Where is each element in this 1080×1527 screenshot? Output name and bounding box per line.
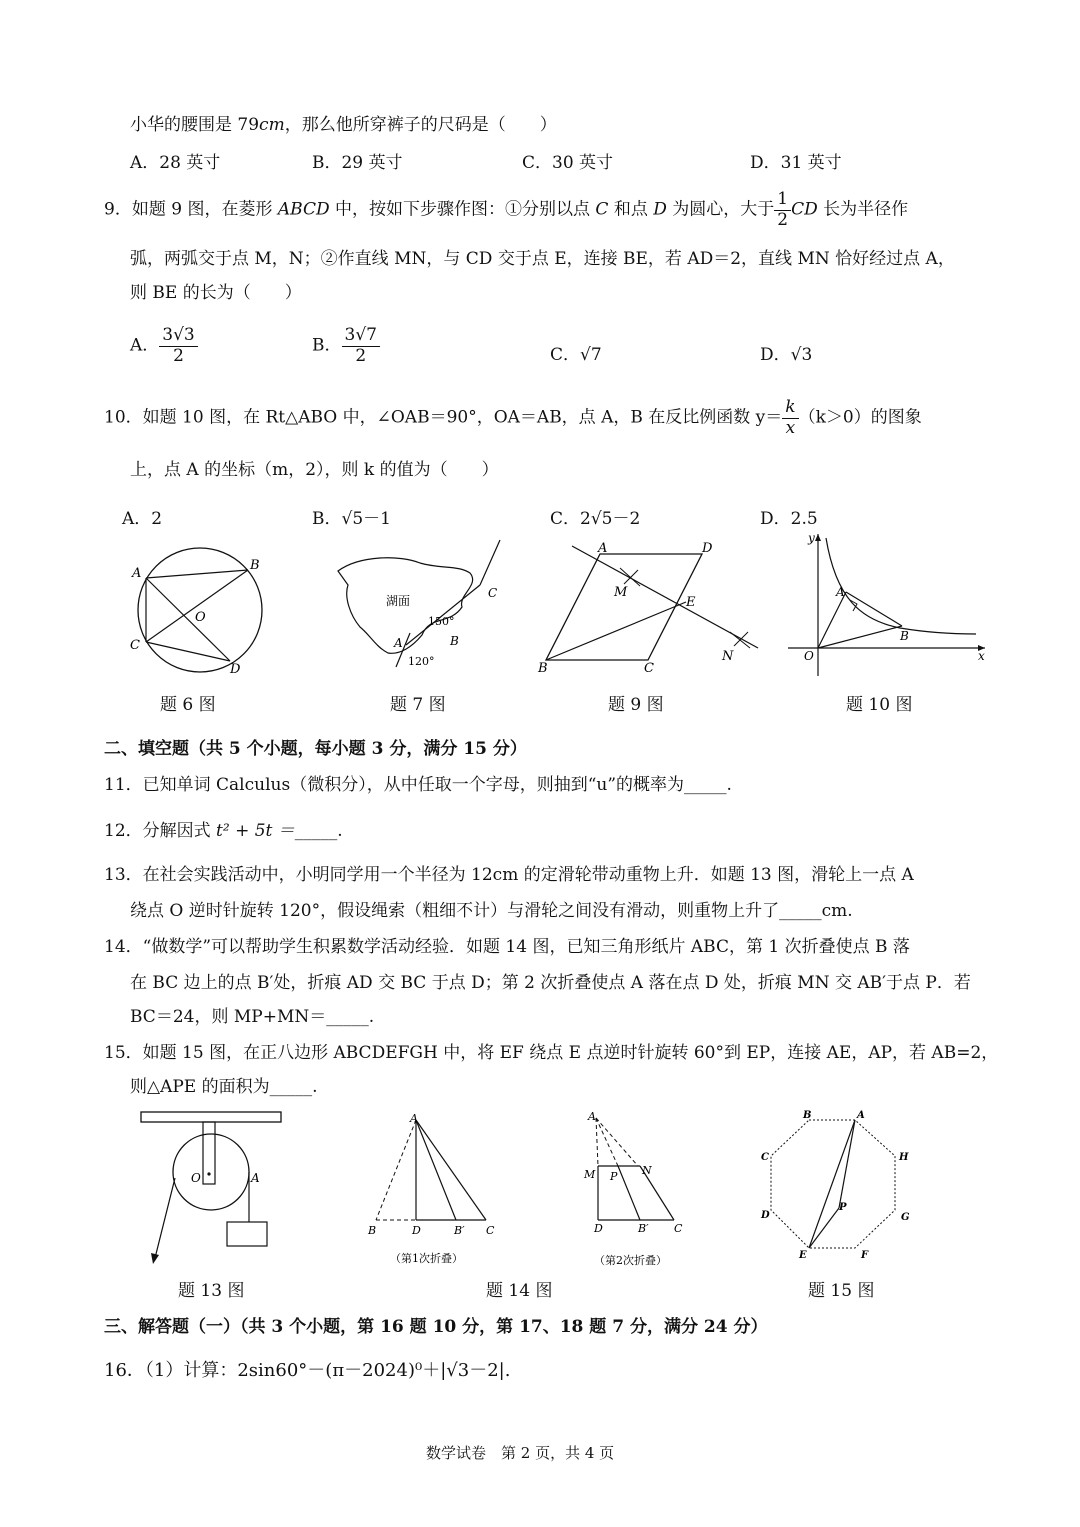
svg-text:H: H bbox=[899, 1152, 909, 1163]
svg-text:G: G bbox=[901, 1212, 910, 1223]
svg-text:C: C bbox=[644, 661, 654, 676]
svg-text:M: M bbox=[584, 1168, 596, 1181]
svg-text:x: x bbox=[978, 649, 985, 663]
q9-option-a: A． $\frac{3√3}{2}$ bbox=[130, 326, 198, 366]
q10-option-b: B．√5－1 bbox=[312, 509, 391, 529]
fig10-caption: 题 10 图 bbox=[846, 695, 913, 715]
fig15-octagon-diagram bbox=[755, 1108, 925, 1263]
svg-text:B: B bbox=[803, 1110, 812, 1121]
svg-text:D: D bbox=[594, 1222, 603, 1235]
svg-text:C: C bbox=[488, 586, 498, 600]
svg-text:（第1次折叠）: （第1次折叠） bbox=[390, 1252, 463, 1265]
q9-fraction: $\frac{1}{2}$ bbox=[774, 190, 791, 230]
q14-line2: 在 BC 边上的点 B′处，折痕 AD 交 BC 于点 D；第 2 次折叠使点 A 落在点 D 处，折痕 MN 交 AB′于点 P．若 bbox=[130, 973, 971, 993]
q9-line3: 则 BE 的长为（ ） bbox=[130, 283, 302, 303]
svg-text:湖面: 湖面 bbox=[386, 594, 411, 608]
svg-text:B: B bbox=[900, 629, 909, 643]
svg-text:B: B bbox=[450, 634, 459, 648]
svg-text:P: P bbox=[610, 1170, 618, 1183]
q8-option-b: B．29 英寸 bbox=[312, 153, 403, 173]
q8-option-d: D．31 英寸 bbox=[750, 153, 842, 173]
q10-option-c: C．2√5－2 bbox=[550, 509, 641, 529]
q10-line1: 10．如题 10 图，在 Rt△ABO 中，∠OAB＝90°，OA＝AB，点 A，B 在反比例函数 y＝ $\frac{k}{x}$ （k＞0）的图象 bbox=[104, 397, 922, 438]
svg-text:P: P bbox=[839, 1202, 847, 1213]
svg-text:y: y bbox=[808, 531, 815, 545]
q13-line2: 绕点 O 逆时针旋转 120°，假设绳索（粗细不计）与滑轮之间没有滑动，则重物上升了_____cm. bbox=[130, 901, 853, 921]
svg-text:F: F bbox=[861, 1250, 869, 1261]
fig7-lake-diagram bbox=[330, 535, 510, 675]
svg-text:C: C bbox=[761, 1152, 769, 1163]
svg-text:D: D bbox=[761, 1210, 770, 1221]
q9-option-c: C．√7 bbox=[550, 345, 602, 365]
svg-text:O: O bbox=[195, 610, 206, 625]
q15-line1: 15．如题 15 图，在正八边形 ABCDEFGH 中，将 EF 绕点 E 点逆时针旋转 60°到 EP，连接 AE，AP，若 AB=2， bbox=[104, 1043, 999, 1063]
q14-line1: 14．“做数学”可以帮助学生积累数学活动经验．如题 14 图，已知三角形纸片 ABC，第 1 次折叠使点 B 落 bbox=[104, 937, 910, 957]
q9-line2: 弧，两弧交于点 M，N；②作直线 MN，与 CD 交于点 E，连接 BE，若 AD＝2，直线 MN 恰好经过点 A， bbox=[130, 249, 955, 269]
q10-line2: 上，点 A 的坐标（m，2），则 k 的值为（ ） bbox=[130, 460, 499, 480]
svg-text:A: A bbox=[132, 566, 142, 581]
q10-option-a: A．2 bbox=[122, 509, 163, 529]
svg-text:A: A bbox=[836, 585, 845, 599]
svg-text:A: A bbox=[394, 636, 403, 650]
svg-text:A: A bbox=[588, 1110, 596, 1123]
page-footer: 数学试卷 第 2 页，共 4 页 bbox=[426, 1444, 615, 1462]
svg-text:O: O bbox=[191, 1171, 201, 1185]
svg-text:B: B bbox=[368, 1224, 377, 1237]
fig6-caption: 题 6 图 bbox=[160, 695, 216, 715]
fig10-inverse-function-graph bbox=[780, 528, 990, 678]
fig15-caption: 题 15 图 bbox=[808, 1281, 875, 1301]
svg-text:D: D bbox=[230, 662, 241, 677]
fig7-caption: 题 7 图 bbox=[390, 695, 446, 715]
svg-text:A: A bbox=[857, 1110, 865, 1121]
q11: 11．已知单词 Calculus（微积分），从中任取一个字母，则抽到“u”的概率为_____. bbox=[104, 775, 732, 795]
q14-line3: BC＝24，则 MP+MN＝_____. bbox=[130, 1007, 375, 1027]
svg-text:B: B bbox=[250, 558, 260, 573]
fig14-caption: 题 14 图 bbox=[486, 1281, 553, 1301]
fig9-caption: 题 9 图 bbox=[608, 695, 664, 715]
q9-line1: 9．如题 9 图，在菱形 ABCD 中，按如下步骤作图：①分别以点 C 和点 D 为圆心，大于 $\frac{1}{2}$ CD 长为半径作 bbox=[104, 189, 909, 230]
svg-text:A: A bbox=[598, 541, 608, 556]
fig13-pulley-diagram bbox=[135, 1108, 290, 1273]
fig14-fold1-diagram bbox=[360, 1110, 510, 1270]
svg-text:O: O bbox=[804, 649, 814, 663]
svg-text:B: B bbox=[538, 661, 548, 676]
svg-text:B′: B′ bbox=[638, 1222, 649, 1235]
q15-line2: 则△APE 的面积为_____. bbox=[130, 1077, 318, 1097]
q10-option-d: D．2.5 bbox=[760, 509, 818, 529]
svg-text:D: D bbox=[412, 1224, 421, 1237]
svg-text:A: A bbox=[251, 1171, 260, 1185]
q12: 12．分解因式 t² + 5t ＝_____. bbox=[104, 821, 343, 841]
q8-option-c: C．30 英寸 bbox=[522, 153, 614, 173]
svg-text:B′: B′ bbox=[454, 1224, 465, 1237]
svg-text:N: N bbox=[722, 649, 734, 664]
svg-text:M: M bbox=[614, 585, 628, 600]
q8-option-a: A．28 英寸 bbox=[130, 153, 221, 173]
svg-text:N: N bbox=[642, 1164, 652, 1177]
q10-fraction: $\frac{k}{x}$ bbox=[782, 398, 798, 438]
svg-text:C: C bbox=[674, 1222, 683, 1235]
svg-text:150°: 150° bbox=[428, 615, 455, 628]
svg-text:C: C bbox=[130, 638, 140, 653]
svg-text:D: D bbox=[702, 541, 713, 556]
fig6-circle-diagram bbox=[120, 545, 270, 680]
q13-line1: 13．在社会实践活动中，小明同学用一个半径为 12cm 的定滑轮带动重物上升．如题 13 图，滑轮上一点 A bbox=[104, 865, 914, 885]
svg-text:120°: 120° bbox=[408, 655, 435, 668]
section2-title: 二、填空题（共 5 个小题，每小题 3 分，满分 15 分） bbox=[104, 739, 527, 759]
svg-text:E: E bbox=[686, 595, 696, 610]
svg-text:（第2次折叠）: （第2次折叠） bbox=[594, 1254, 667, 1267]
q9-option-b: B． $\frac{3√7}{2}$ bbox=[312, 326, 380, 366]
q9-option-d: D．√3 bbox=[760, 345, 813, 365]
svg-text:A: A bbox=[410, 1112, 418, 1125]
fig14-fold2-diagram bbox=[580, 1108, 700, 1270]
svg-text:E: E bbox=[799, 1250, 807, 1261]
section3-title: 三、解答题（一）（共 3 个小题，第 16 题 10 分，第 17、18 题 7 分，满分 24 分） bbox=[104, 1317, 768, 1337]
svg-text:C: C bbox=[486, 1224, 495, 1237]
q8-stem: 小华的腰围是 79cm，那么他所穿裤子的尺码是（ ） bbox=[130, 115, 557, 135]
fig9-rhombus-diagram bbox=[530, 540, 770, 680]
fig13-caption: 题 13 图 bbox=[178, 1281, 245, 1301]
q16-part1: 16．（1）计算：2sin60°－(π－2024)⁰＋|√3－2|. bbox=[104, 1360, 511, 1381]
